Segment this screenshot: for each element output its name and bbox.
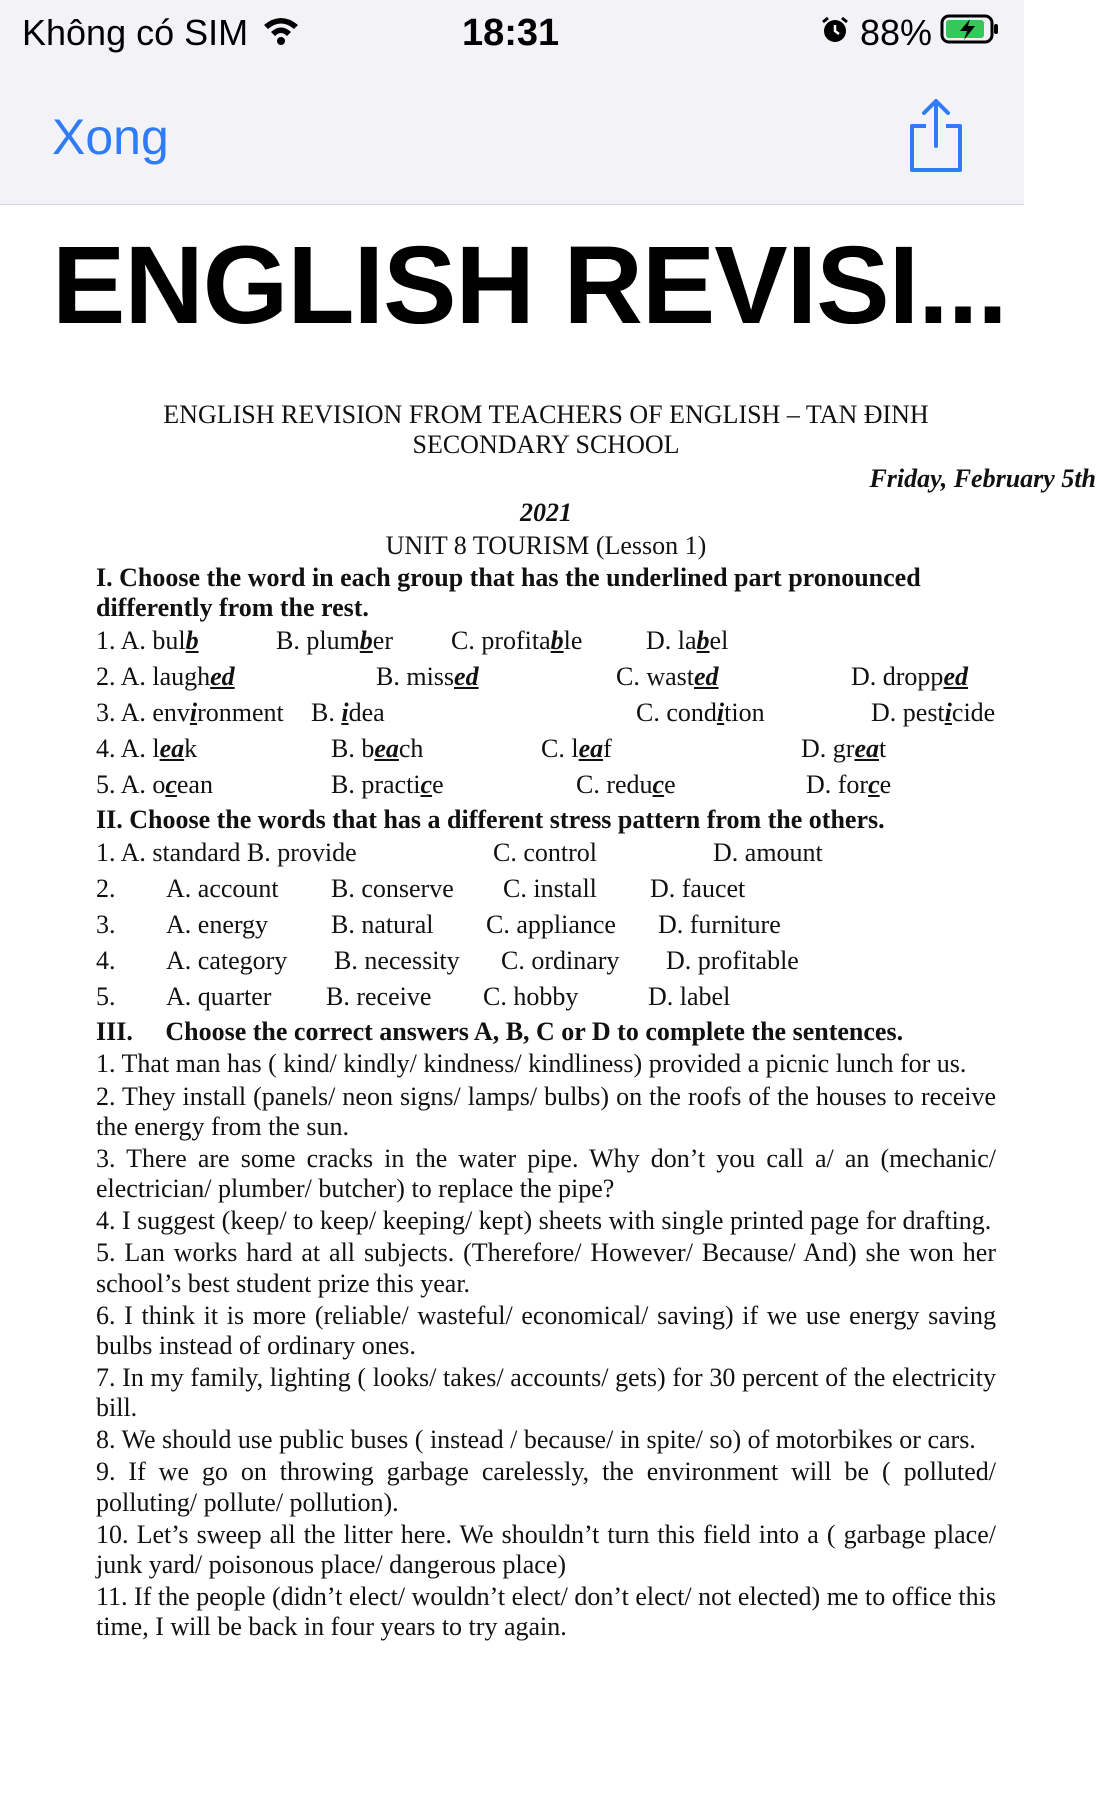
s1-row-5: 5. A. ocean B. practice C. reduce D. force [96, 770, 892, 800]
s2-row-5: 5. A. quarter B. receive C. hobby D. label [96, 982, 731, 1012]
s3-item: 11. If the people (didn’t elect/ wouldn’t elect/ don’t elect/ not elected) me to office this time, I will be back in four years to try again. [96, 1582, 996, 1642]
status-bar [0, 0, 1024, 66]
document-title: ENGLISH REVISI... [52, 224, 1007, 347]
document-page[interactable] [96, 400, 1096, 1644]
heading-line1: ENGLISH REVISION FROM TEACHERS OF ENGLISH – TAN ĐINH [163, 400, 929, 429]
battery-percent: 88% [859, 12, 932, 53]
s3-item: 10. Let’s sweep all the litter here. We shouldn’t turn this field into a ( garbage place/ junk yard/ poisonous place/ dangerous place) [96, 1519, 996, 1579]
s3-item: 5. Lan works hard at all subjects. (Therefore/ However/ Because/ And) she won her school’s best student prize this year. [96, 1238, 996, 1298]
s1-row-4: 4. A. leak B. beach C. leaf D. great [96, 734, 887, 764]
s3-item: 9. If we go on throwing garbage carelessly, the environment will be ( polluted/ polluting/ pollute/ pollution). [96, 1457, 996, 1517]
share-button[interactable] [904, 96, 968, 181]
s3-item: 6. I think it is more (reliable/ wasteful/ economical/ saving) if we use energy saving bulbs instead of ordinary ones. [96, 1300, 996, 1360]
alarm-icon [820, 12, 850, 54]
section1-title: I. Choose the word in each group that has the underlined part pronounced differently from the rest. [96, 562, 921, 622]
section3-title: III. Choose the correct answers A, B, C or D to complete the sentences. [96, 1017, 904, 1047]
carrier-group [22, 12, 300, 54]
nav-bar [0, 66, 1024, 205]
year-line: 2021 [520, 498, 572, 528]
s3-item: 1. That man has ( kind/ kindly/ kindness/ kindliness) provided a picnic lunch for us. [96, 1049, 967, 1079]
s3-item: 2. They install (panels/ neon signs/ lamps/ bulbs) on the roofs of the houses to receive the energy from the sun. [96, 1081, 996, 1141]
s2-row-3: 3. A. energy B. natural C. appliance D. furniture [96, 910, 781, 940]
share-icon [904, 163, 968, 180]
s2-row-4: 4. A. category B. necessity C. ordinary D. profitable [96, 946, 799, 976]
battery-group [820, 12, 1000, 54]
date-line: Friday, February 5th [869, 464, 1096, 494]
heading-line2: SECONDARY SCHOOL [412, 430, 680, 460]
s1-row-1: 1. A. bulb B. plumber C. profitable D. label [96, 626, 729, 656]
wifi-icon [262, 12, 300, 54]
s2-row-2: 2. A. account B. conserve C. install D. faucet [96, 874, 746, 904]
unit-line: UNIT 8 TOURISM (Lesson 1) [385, 530, 707, 560]
section2-title: II. Choose the words that has a different stress pattern from the others. [96, 805, 885, 835]
s3-item: 3. There are some cracks in the water pipe. Why don’t you call a/ an (mechanic/ electrician/ plumber/ butcher) to replace the pipe? [96, 1143, 996, 1204]
s3-item: 8. We should use public buses ( instead / because/ in spite/ so) of motorbikes or cars. [96, 1425, 976, 1455]
clock: 18:31 [462, 12, 560, 54]
carrier-label: Không có SIM [22, 12, 249, 53]
s1-row-2: 2. A. laughed B. missed C. wasted D. dropped [96, 662, 968, 692]
done-button[interactable]: Xong [52, 109, 169, 165]
s2-row-1: 1. A. standard B. provide C. control D. amount [96, 838, 823, 868]
battery-charging-icon [940, 12, 1000, 54]
s1-row-3: 3. A. environment B. idea C. condition D. pesticide [96, 698, 996, 728]
s3-item: 4. I suggest (keep/ to keep/ keeping/ kept) sheets with single printed page for drafting. [96, 1206, 992, 1236]
s3-item: 7. In my family, lighting ( looks/ takes/ accounts/ gets) for 30 percent of the electricity bill. [96, 1362, 996, 1423]
